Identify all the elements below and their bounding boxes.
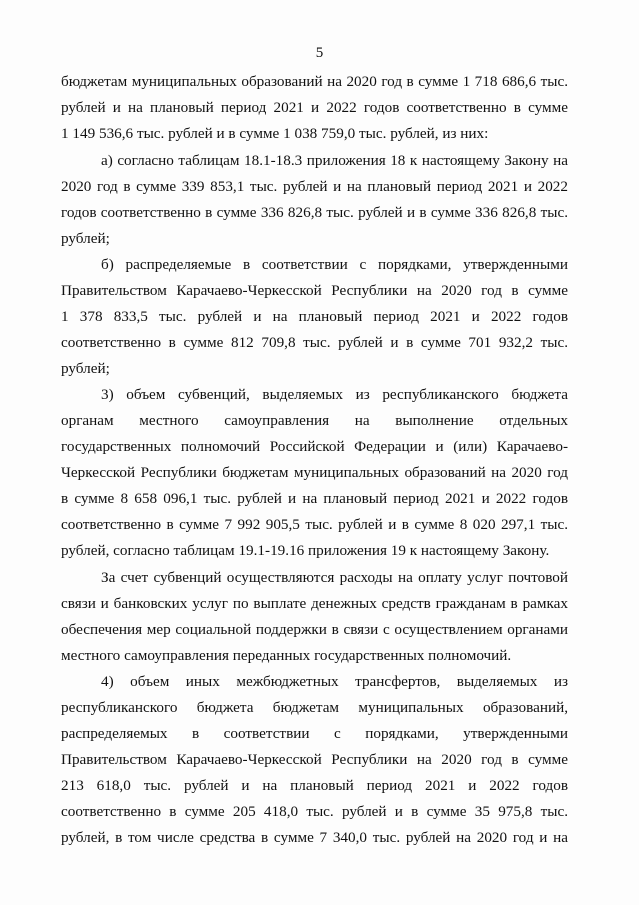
text-line: в сумме 8 658 096,1 тыс. рублей и на плановый период 2021 и 2022 годов	[61, 490, 568, 507]
text-line: 1 378 833,5 тыс. рублей и на плановый период 2021 и 2022 годов	[61, 308, 568, 325]
text-line: обеспечения мер социальной поддержки в связи с осуществлением органами	[61, 621, 568, 638]
text-line: Черкесской Республики бюджетам муниципальных образований на 2020 год	[61, 464, 568, 481]
text-line: связи и банковских услуг по выплате денежных средств гражданам в рамках	[61, 595, 568, 612]
text-line: соответственно в сумме 205 418,0 тыс. рублей и в сумме 35 975,8 тыс.	[61, 803, 568, 820]
text-line: рублей;	[61, 230, 110, 247]
text-line: За счет субвенций осуществляются расходы на оплату услуг почтовой	[101, 569, 568, 586]
text-line: бюджетам муниципальных образований на 2020 год в сумме 1 718 686,6 тыс.	[61, 73, 568, 90]
text-line: 3) объем субвенций, выделяемых из республиканского бюджета	[101, 386, 568, 403]
text-line: 213 618,0 тыс. рублей и на плановый период 2021 и 2022 годов	[61, 777, 568, 794]
text-line: республиканского бюджета бюджетам муниципальных образований,	[61, 699, 568, 716]
text-line: Правительством Карачаево-Черкесской Республики на 2020 год в сумме	[61, 751, 568, 768]
text-line: государственных полномочий Российской Федерации и (или) Карачаево-	[61, 438, 568, 455]
text-line: рублей и на плановый период 2021 и 2022 годов соответственно в сумме	[61, 99, 568, 116]
text-line: местного самоуправления переданных государственных полномочий.	[61, 647, 512, 664]
page-number: 5	[315, 45, 324, 61]
text-line: рублей, согласно таблицам 19.1-19.16 приложения 19 к настоящему Закону.	[61, 542, 550, 559]
text-line: соответственно в сумме 812 709,8 тыс. рублей и в сумме 701 932,2 тыс.	[61, 334, 568, 351]
text-line: 1 149 536,6 тыс. рублей и в сумме 1 038 759,0 тыс. рублей, из них:	[61, 125, 489, 142]
text-line: органам местного самоуправления на выполнение отдельных	[61, 412, 568, 429]
text-line: рублей;	[61, 360, 110, 377]
text-line: соответственно в сумме 7 992 905,5 тыс. рублей и в сумме 8 020 297,1 тыс.	[61, 516, 568, 533]
text-line: 4) объем иных межбюджетных трансфертов, выделяемых из	[101, 673, 568, 690]
text-line: Правительством Карачаево-Черкесской Республики на 2020 год в сумме	[61, 282, 568, 299]
text-line: распределяемых в соответствии с порядками, утвержденными	[61, 725, 568, 742]
text-line: б) распределяемые в соответствии с порядками, утвержденными	[101, 256, 568, 273]
text-line: рублей, в том числе средства в сумме 7 340,0 тыс. рублей на 2020 год и на	[61, 829, 568, 846]
text-line: а) согласно таблицам 18.1-18.3 приложения 18 к настоящему Закону на	[101, 152, 568, 169]
text-line: 2020 год в сумме 339 853,1 тыс. рублей и на плановый период 2021 и 2022	[61, 178, 568, 195]
text-line: годов соответственно в сумме 336 826,8 тыс. рублей и в сумме 336 826,8 тыс.	[61, 204, 568, 221]
